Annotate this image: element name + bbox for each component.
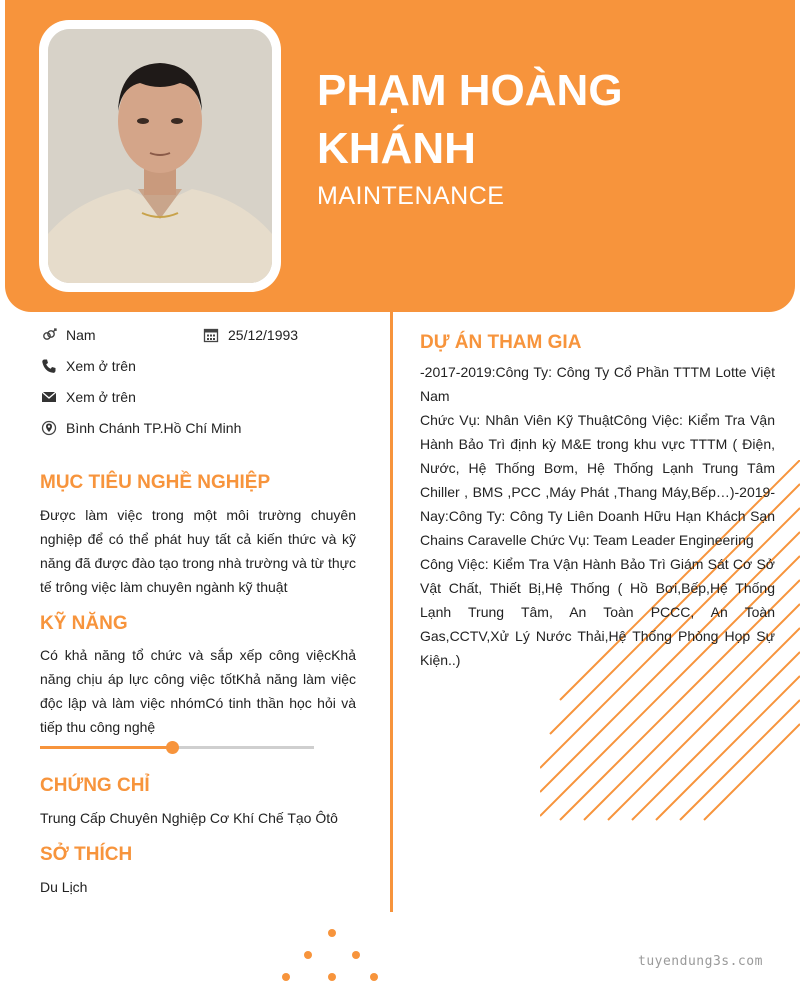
contact-address xyxy=(40,417,241,439)
email-icon xyxy=(40,388,58,406)
phone-icon xyxy=(40,357,58,375)
contact-birthday xyxy=(202,324,298,346)
decorative-dots xyxy=(276,922,388,982)
watermark-text: tuyendung3s.com xyxy=(638,954,763,969)
objective-text: Được làm việc trong một môi trường chuyên nghiệp để có thể phát huy tất cả kiến thức và kỹ năng đã được đào tạo trong nhà trường và từ thực tế trông việc làm chuyên ngành kỹ thuật xyxy=(40,507,356,595)
contact-gender xyxy=(40,324,96,346)
calendar-icon xyxy=(202,326,220,344)
gender-icon xyxy=(40,326,58,344)
phone-value: Xem ở trên xyxy=(66,358,136,374)
address-value: Bình Chánh TP.Hồ Chí Minh xyxy=(66,420,242,436)
skill-level-fill xyxy=(40,746,172,749)
certificates-title: CHỨNG CHỈ xyxy=(40,775,150,796)
birthday-value: 25/12/1993 xyxy=(228,327,299,343)
skills-text: Có khả năng tổ chức và sắp xếp công việcKhả năng chịu áp lực công việc tốtKhả năng làm việc độc lập và làm việc nhómCó tinh thần học hỏi và tiếp thu công nghệ xyxy=(40,647,356,735)
candidate-name: PHẠM HOÀNG KHÁNH xyxy=(317,66,623,173)
location-icon xyxy=(40,419,58,437)
projects-content xyxy=(420,360,775,672)
contact-email xyxy=(40,386,136,408)
project-paragraph: Chức Vụ: Nhân Viên Kỹ ThuậtCông Việc: Kiểm Tra Vận Hành Bảo Trì định kỳ M&E trong khu vực TTTM ( Điện, Nước, Hệ Thống Bơm, Hệ Thống Lạnh Trung Tâm Chiller , BMS ,PCC ,Máy Phát ,Thang Máy,Bếp…)-2019-Nay:Công Ty: Công Ty Liên Doanh Hữu Hạn Khách Sạn Chains Caravelle Chức Vụ: Team Leader Engineering xyxy=(420,412,775,548)
contact-phone xyxy=(40,355,136,377)
hobbies-text: Du Lịch xyxy=(40,879,88,895)
column-divider xyxy=(390,312,393,912)
skill-level-knob xyxy=(166,741,179,754)
skills-title: KỸ NĂNG xyxy=(40,613,128,634)
skill-level-bar xyxy=(40,746,314,749)
email-value: Xem ở trên xyxy=(66,389,136,405)
objective-title: MỤC TIÊU NGHỀ NGHIỆP xyxy=(40,472,271,493)
candidate-position: MAINTENANCE xyxy=(317,182,505,210)
project-paragraph: Công Việc: Kiểm Tra Vận Hành Bảo Trì Giám Sát Cơ Sở Vật Chất, Thiết Bị,Hệ Thống ( Hồ Bơi,Bếp,Hệ Thống Lạnh Trung Tâm, An Toàn PCCC, An Toàn Gas,CCTV,Xử Lý Nước Thải,Hệ Thống Phòng Họp Sự Kiện..) xyxy=(420,556,775,668)
hobbies-title: SỞ THÍCH xyxy=(40,844,133,865)
profile-photo-frame xyxy=(39,20,281,292)
gender-value: Nam xyxy=(66,327,96,343)
profile-photo xyxy=(48,29,272,283)
header-banner xyxy=(5,0,795,312)
certificates-text: Trung Cấp Chuyên Nghiệp Cơ Khí Chế Tạo Ôtô xyxy=(40,810,338,826)
project-paragraph: -2017-2019:Công Ty: Công Ty Cổ Phần TTTM Lotte Việt Nam xyxy=(420,364,775,404)
projects-title: DỰ ÁN THAM GIA xyxy=(420,332,582,353)
